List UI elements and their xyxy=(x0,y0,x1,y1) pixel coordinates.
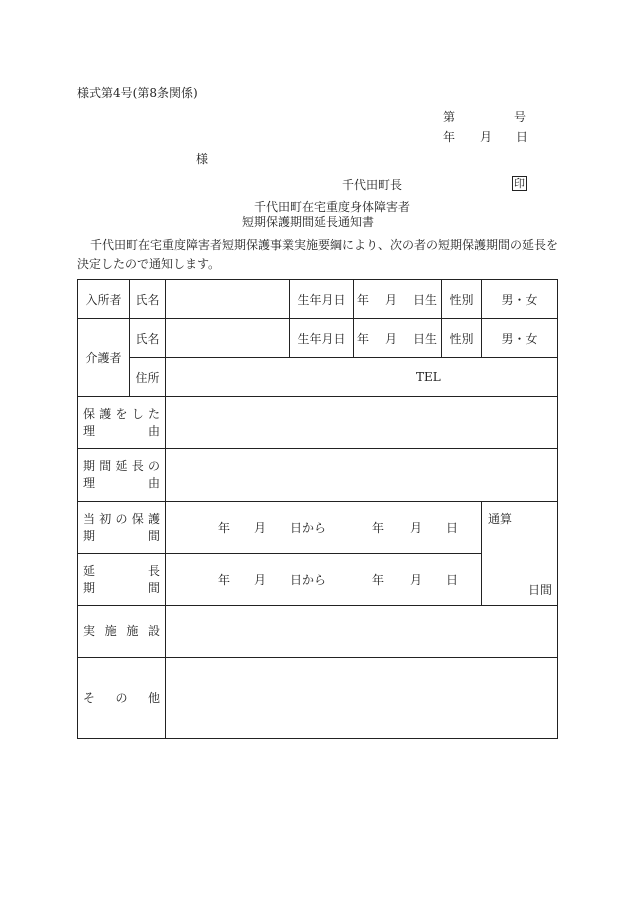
ip-to-year: 年 xyxy=(372,521,385,535)
row-other xyxy=(78,658,558,739)
rp-char: 護 xyxy=(99,406,112,421)
re-char: 理 xyxy=(83,476,96,490)
ep-from-day: 日から xyxy=(290,573,327,587)
ot-char: そ xyxy=(83,690,96,705)
re-char: 長 xyxy=(131,459,144,473)
ot-char: 他 xyxy=(147,690,160,705)
number-go: 号 xyxy=(514,110,527,124)
resident-name-label: 氏名 xyxy=(130,280,166,319)
form-number: 様式第4号(第8条関係) xyxy=(77,86,198,100)
date-year: 年 xyxy=(443,130,456,144)
addressee-sama: 様 xyxy=(196,152,209,166)
caregiver-sex-field[interactable]: 男・女 xyxy=(482,319,558,358)
ip-char: 保 xyxy=(131,511,144,526)
re-char: 由 xyxy=(147,476,160,490)
ip-from-month: 月 xyxy=(254,521,267,535)
extend-period-label xyxy=(78,554,166,606)
cg-birth-day: 日生 xyxy=(413,331,438,346)
ep-from-month: 月 xyxy=(254,573,267,587)
facility-label xyxy=(78,606,166,658)
ip-char: 期 xyxy=(83,528,96,543)
body-text-line1: 千代田町在宅重度障害者短期保護事業実施要綱により、次の者の短期保護期間の延長を xyxy=(90,238,559,252)
resident-label: 入所者 xyxy=(78,280,130,319)
birth-month: 月 xyxy=(384,292,397,307)
fc-char: 設 xyxy=(147,624,160,638)
caregiver-name-label: 氏名 xyxy=(130,319,166,358)
rp-char: し xyxy=(131,406,144,421)
seal-text: 印 xyxy=(514,177,525,190)
body-text-line2: 決定したので通知します。 xyxy=(77,257,221,271)
rp-char: 由 xyxy=(147,423,160,438)
ip-to-month: 月 xyxy=(410,521,423,535)
seal-mark xyxy=(512,176,527,191)
re-char: 延 xyxy=(115,459,128,473)
caregiver-label: 介護者 xyxy=(78,319,130,397)
total-label: 通算 xyxy=(488,512,513,526)
number-dai: 第 xyxy=(443,110,456,124)
ep-to-year: 年 xyxy=(372,573,385,587)
ip-char: 当 xyxy=(83,511,96,526)
reason-protect-field[interactable] xyxy=(166,397,558,449)
initial-period-field[interactable] xyxy=(166,502,482,554)
rp-char: た xyxy=(147,406,160,421)
reason-protect-label xyxy=(78,397,166,449)
ip-from-day: 日から xyxy=(290,521,327,535)
facility-field[interactable] xyxy=(166,606,558,658)
resident-sex-label: 性別 xyxy=(442,280,482,319)
other-field[interactable] xyxy=(166,658,558,739)
document-title-line2: 短期保護期間延長通知書 xyxy=(242,215,375,229)
row-caregiver-name xyxy=(78,319,558,358)
ip-char: 間 xyxy=(147,528,160,543)
caregiver-birth-label: 生年月日 xyxy=(290,319,354,358)
total-days-field[interactable] xyxy=(482,502,558,606)
row-initial-period xyxy=(78,502,558,554)
reason-extend-field[interactable] xyxy=(166,449,558,502)
caregiver-address-field[interactable] xyxy=(166,358,558,397)
ep-char: 期 xyxy=(83,580,96,595)
ep-to-day: 日 xyxy=(446,573,459,587)
date-day: 日 xyxy=(516,130,529,144)
birth-year: 年 xyxy=(356,292,369,307)
initial-period-label xyxy=(78,502,166,554)
rp-char: 理 xyxy=(83,423,96,438)
ip-to-day: 日 xyxy=(446,521,459,535)
cg-birth-month: 月 xyxy=(384,331,397,346)
notice-form-table xyxy=(77,279,558,739)
rp-char: を xyxy=(115,406,128,421)
sender-name: 千代田町長 xyxy=(342,178,403,192)
date-month: 月 xyxy=(480,130,493,144)
caregiver-name-field[interactable] xyxy=(166,319,290,358)
ip-from-year: 年 xyxy=(218,521,231,535)
fc-char: 施 xyxy=(104,624,117,638)
tel-label: TEL xyxy=(416,370,441,384)
cg-birth-year: 年 xyxy=(356,331,369,346)
re-char: 間 xyxy=(99,459,112,473)
ep-from-year: 年 xyxy=(218,573,231,587)
resident-birth-label: 生年月日 xyxy=(290,280,354,319)
extend-period-field[interactable] xyxy=(166,554,482,606)
rp-char: 保 xyxy=(83,406,96,421)
resident-birth-field[interactable] xyxy=(354,280,442,319)
ip-char: の xyxy=(115,511,128,526)
row-caregiver-address xyxy=(78,358,558,397)
row-facility xyxy=(78,606,558,658)
resident-sex-field[interactable]: 男・女 xyxy=(482,280,558,319)
other-label xyxy=(78,658,166,739)
ep-char: 延 xyxy=(83,563,96,578)
row-resident xyxy=(78,280,558,319)
re-char: 期 xyxy=(83,459,96,473)
ip-char: 初 xyxy=(99,511,112,526)
ep-char: 間 xyxy=(147,580,160,595)
caregiver-birth-field[interactable] xyxy=(354,319,442,358)
ep-to-month: 月 xyxy=(410,573,423,587)
ep-char: 長 xyxy=(147,563,160,578)
document-title-line1: 千代田町在宅重度身体障害者 xyxy=(254,200,411,214)
resident-name-field[interactable] xyxy=(166,280,290,319)
birth-day: 日生 xyxy=(413,292,438,307)
re-char: の xyxy=(147,459,160,473)
reason-extend-label xyxy=(78,449,166,502)
fc-char: 実 xyxy=(83,624,96,638)
row-reason-extend xyxy=(78,449,558,502)
row-reason-protect xyxy=(78,397,558,449)
ip-char: 護 xyxy=(147,511,160,526)
caregiver-sex-label: 性別 xyxy=(442,319,482,358)
days-unit: 日間 xyxy=(528,583,553,597)
fc-char: 施 xyxy=(126,624,139,638)
caregiver-address-label: 住所 xyxy=(130,358,166,397)
ot-char: の xyxy=(115,690,128,705)
